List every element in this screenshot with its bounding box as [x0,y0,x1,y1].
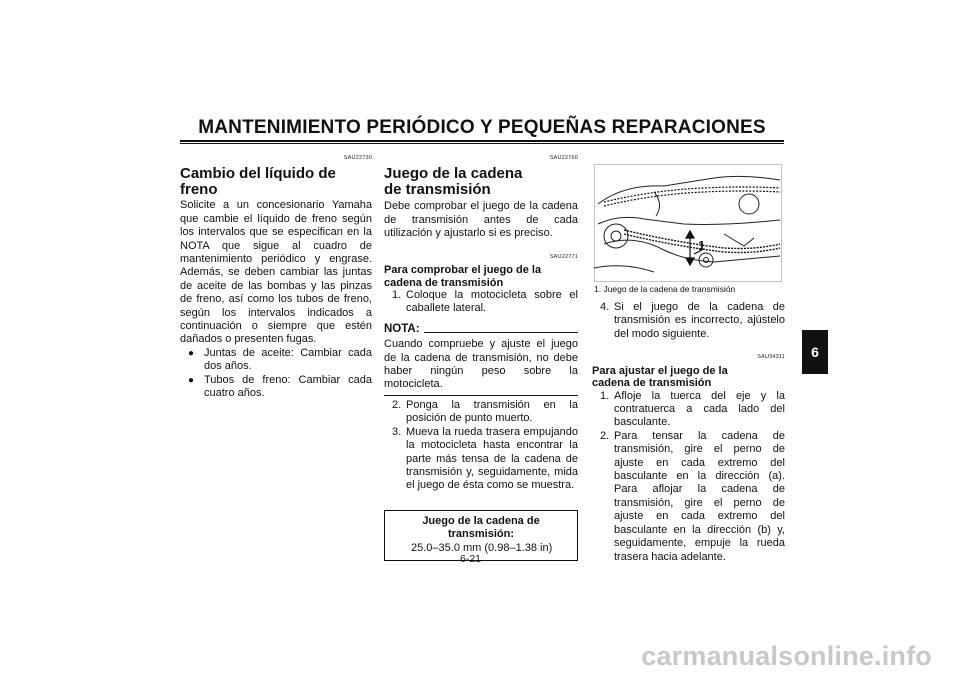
section-paragraph: Solicite a un concesionario Yamaha que cambie el líquido de freno según los intervalos que se especifican en la NOTA que sigue al cuadro de mantenimiento periódico y engrase. Además, se deben cambiar las juntas de aceite de las bombas y las pinzas de freno, así como los tubos de freno, según los intervalos indicados a continuación o siempre que estén dañados o presenten fugas. [180,199,372,346]
left-column [180,152,372,401]
nota-label: NOTA: [384,322,420,335]
header-rule-thin [180,143,784,144]
page-title: MANTENIMIENTO PERIÓDICO Y PEQUEÑAS REPARACIONES [198,117,766,138]
list-item: 4. Si el juego de la cadena de transmisión es incorrecto, ajústelo del modo siguiente. [600,301,785,340]
nota-text: Cuando compruebe y ajuste el juego de la cadena de transmisión, no debe haber ningún peso sobre la motocicleta. [384,338,578,391]
watermark: carmanualsonline.info [641,641,932,671]
middle-column [384,152,578,561]
section-heading: Cambio del líquido de freno [180,165,336,199]
chain-illustration [594,164,782,282]
section-code: SAU22771 [549,253,578,260]
list-item: 3. Mueva la rueda trasera empujando la motocicleta hasta encontrar la parte más tensa de la cadena de transmisión y, seguidamente, mida el juego de ésta como se muestra. [392,425,578,492]
subheading: Para ajustar el juego de la cadena de transmisión [592,364,728,390]
section-code: SAU22760 [549,155,578,161]
list-item: ● Juntas de aceite: Cambiar cada dos años. [188,346,372,373]
nota-rule [424,332,578,333]
nota-header [384,323,578,336]
spec-title: Juego de la cadena de transmisión: [422,514,540,541]
list-item: ● Tubos de freno: Cambiar cada cuatro años. [188,373,372,400]
list-item: 2. Ponga la transmisión en la posición de punto muerto. [392,398,578,425]
spec-value: 25.0–35.0 mm (0.98–1.38 in) [411,541,553,554]
list-item: 2. Para tensar la cadena de transmisión, gire el perno de ajuste en cada extremo del basculante en la dirección (a). Para aflojar la cadena de transmisión, gire el perno de ajuste en cada extremo del basculante en la dirección (b) y, seguidamente, empuje la rueda trasera hacia adelante. [600,429,785,563]
list-item: 1. Afloje la tuerca del eje y la contratuerca a cada lado del basculante. [600,389,785,429]
figure-caption: 1. Juego de la cadena de transmisión [594,284,736,294]
bullet-icon: ● [188,347,195,359]
section-intro: Debe comprobar el juego de la cadena de transmisión antes de cada utilización y ajustarlo si es preciso. [384,200,578,240]
section-heading: Juego de la cadena de transmisión [384,165,523,199]
section-code: SAU34311 [757,354,785,361]
bullet-icon: ● [188,374,195,386]
steps-list [384,399,578,493]
nota-bottom-rule [384,395,578,396]
chapter-tab[interactable]: 6 [802,330,828,374]
figure-callout: 1 [698,238,706,253]
right-column [592,301,785,564]
list-item: 1. Coloque la motocicleta sobre el caballete lateral. [392,289,578,315]
subheading: Para comprobar el juego de la cadena de transmisión [384,264,542,289]
header-rule [180,140,784,142]
page-number: 6-21 [460,553,482,565]
nota-block [384,323,578,396]
chain-slack-figure [594,164,782,282]
section-code: SAU22730 [343,155,372,161]
